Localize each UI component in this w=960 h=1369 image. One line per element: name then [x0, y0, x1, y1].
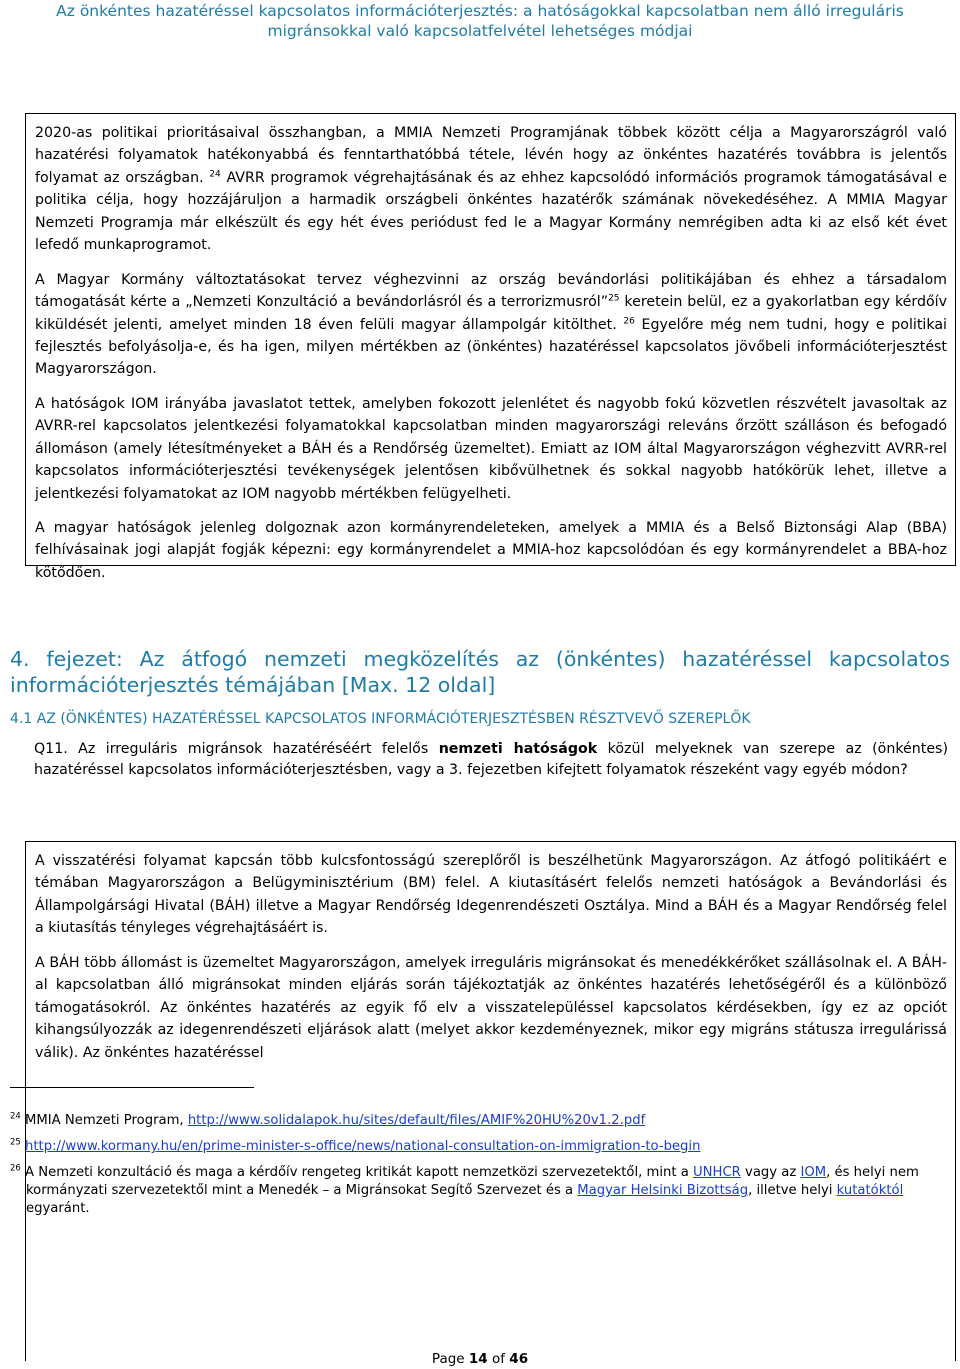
page-number: 14	[468, 1351, 488, 1367]
box2-paragraph-1: A visszatérési folyamat kapcsán több kulcsfontosságú szereplőről is beszélhetünk Magyarországon. Az átfogó politikáért e témában Magyarországon a Belügyminisztérium (BM) felel. A kiutasításért felelős nemzeti hatóságok a Bevándorlási és Állampolgársági Hivatal (BÁH) illetve a Magyar Rendőrség Idegenrendészeti Osztálya. Mind a BÁH és a Magyar Rendőrség felel a kiutasítás tényleges végrehajtásáért is.	[35, 853, 947, 937]
text: A Magyar Kormány változtatásokat tervez véghezvinni az ország bevándorlási politikájában és ehhez a társadalom támogatását kérte a „Nemzeti Konzultáció a bevándorlásról és a terrorizmusról”	[35, 271, 947, 311]
text: keretein belül, ez a gyakorlatban egy kérdőív kiküldését jelenti, amelyet minden 18 éven felüli magyar állampolgár kitölthet.	[35, 294, 947, 333]
page-total: 46	[509, 1351, 529, 1367]
text: , és helyi nem kormányzati szervezetektől mint a Menedék – a Migránsokat Segítő Szervezet és a	[26, 1165, 919, 1198]
footnote-number: 26	[10, 1163, 21, 1174]
box1-paragraph-3: A hatóságok IOM irányába javaslatot tettek, amelyben fokozott jelenlétet és nagyobb fokú közvetlen részvételt javasoltak az AVRR-rel kapcsolatos jelentkezési folyamatokkal kapcsolatban minden magyarországi releváns őrzött szálláson és befogadó állomáson (amely létesítményeket a BÁH és a Rendőrség üzemeltet). Emiatt az IOM által Magyarországon véghezvitt AVRR-rel kapcsolatos információterjesztési tevékenységek jelentősen kibővülhetnek és sokkal nagyobb hatókörük lehet, illetve a jelentkezési folyamatokat az IOM nagyobb mértékben felügyelheti.	[35, 395, 947, 502]
answer-box-2	[25, 841, 956, 1361]
text: Q11. Az irreguláris migránsok hazatéréséért felelős	[34, 741, 439, 757]
text: A Nemzeti konzultáció és maga a kérdőív rengeteg kritikát kapott nemzetközi szervezetektől, mint a	[25, 1165, 694, 1180]
footnote-24-link[interactable]: http://www.solidalapok.hu/sites/default/files/AMIF%20HU%20v1.2.pdf	[187, 1113, 646, 1128]
bold-text: nemzeti hatóságok	[438, 741, 598, 757]
box2-paragraph-2: A BÁH több állomást is üzemeltet Magyarországon, amelyek irreguláris migránsokat és menedékkérőket szállásolnak el. A BÁH-al kapcsolatban álló migránsokat minden eljárás során tájékoztatják az önkéntes hazatérés lehetőségéről és a különböző támogatásokról. Az önkéntes hazatérés az egyik fő elv a visszatelepüléssel kapcsolatos kérdésekben, így ez az opciót kihangsúlyozzák az idegenrendészeti eljárások alatt (melyet akkor kezdeményeznek, mikor egy migráns státusza irregulárissá válik). Az önkéntes hazatéréssel	[35, 954, 947, 1061]
header-line-1: Az önkéntes hazatéréssel kapcsolatos információterjesztés: a hatóságokkal kapcsolatban nem álló irreguláris	[56, 2, 904, 20]
text: vagy az	[740, 1165, 801, 1180]
text: egyaránt.	[26, 1201, 90, 1216]
box1-paragraph-1	[35, 122, 947, 257]
footnote-number: 25	[10, 1137, 21, 1148]
unhcr-link[interactable]: UNHCR	[693, 1165, 741, 1180]
text: Egyelőre még nem tudni, hogy e politikai fejlesztés befolyásolja-e, és ha igen, milyen mértékben az (önkéntes) hazatéréssel kapcsolatos jövőbeli információterjesztést Magyarországon.	[35, 316, 947, 378]
footnote-ref-24[interactable]: 24	[209, 169, 221, 180]
text: MMIA Nemzeti Program,	[25, 1113, 188, 1128]
footnote-ref-26[interactable]: 26	[623, 315, 635, 326]
text: AVRR programok végrehajtásának és az ehhez kapcsolódó információs programok támogatásával e politika célja, hogy hozzájáruljon a harmadik országbeli önkéntes hazatérők számának növekedéséhez. A MMIA Magyar Nemzeti Programja már elkészült és egy hét éves periódust fed le a Magyar Kormány nemrégiben adta ki az első két évet lefedő munkaprogramot.	[35, 169, 948, 254]
footnote-ref-25[interactable]: 25	[608, 293, 620, 304]
footnote-number: 24	[10, 1111, 21, 1122]
footnote-24	[10, 1112, 950, 1130]
footnotes	[10, 1112, 950, 1226]
researchers-link[interactable]: kutatóktól	[836, 1183, 904, 1198]
text: közül melyeknek van szerepe az (önkéntes) hazatéréssel kapcsolatos információterjesztésben, vagy a 3. fejezetben kifejtett folyamatok részeként vagy egyéb módon?	[34, 741, 948, 778]
text: 2020-as politikai prioritásaival összhangban, a MMIA Nemzeti Programjának többek között célja a Magyarországról való hazatérési folyamatok hatékonyabbá és fenntarthatóbbá tétele, lévén hogy az önkéntes hazatérés továbbra is jelentős folyamat az országban.	[35, 125, 947, 186]
footnote-25	[10, 1138, 950, 1156]
answer-box-1	[25, 113, 956, 581]
header-line-2: migránsokkal való kapcsolatfelvétel lehetséges módjai	[267, 22, 693, 40]
text: of	[487, 1351, 510, 1367]
question-q11	[34, 739, 948, 781]
footnote-25-link[interactable]: http://www.kormany.hu/en/prime-minister-s-office/news/national-consultation-on-immigration-to-begin	[25, 1139, 701, 1154]
iom-link[interactable]: IOM	[800, 1165, 827, 1180]
running-header	[0, 0, 960, 41]
chapter-title: 4. fejezet: Az átfogó nemzeti megközelítés az (önkéntes) hazatéréssel kapcsolatos információterjesztés témájában [Max. 12 oldal]	[10, 647, 950, 697]
footnote-26	[10, 1164, 950, 1218]
text: Page	[431, 1351, 469, 1367]
box1-paragraph-4: A magyar hatóságok jelenleg dolgoznak azon kormányrendeleteken, amelyek a MMIA és a Belső Biztonsági Alap (BBA) felhívásainak jogi alapját fogják képezni: egy kormányrendelet a MMIA-hoz kapcsolódóan és egy kormányrendelet a BBA-hoz kötődően.	[35, 520, 947, 581]
helsinki-link[interactable]: Magyar Helsinki Bizottság	[577, 1183, 749, 1198]
text: , illetve helyi	[748, 1183, 837, 1198]
box1-paragraph-2	[35, 269, 947, 381]
footnote-separator	[10, 1087, 254, 1088]
section-title: 4.1 AZ (ÖNKÉNTES) HAZATÉRÉSSEL KAPCSOLATOS INFORMÁCIÓTERJESZTÉSBEN RÉSZTVEVŐ SZEREPLŐK	[10, 711, 751, 727]
page-footer	[0, 1349, 960, 1369]
